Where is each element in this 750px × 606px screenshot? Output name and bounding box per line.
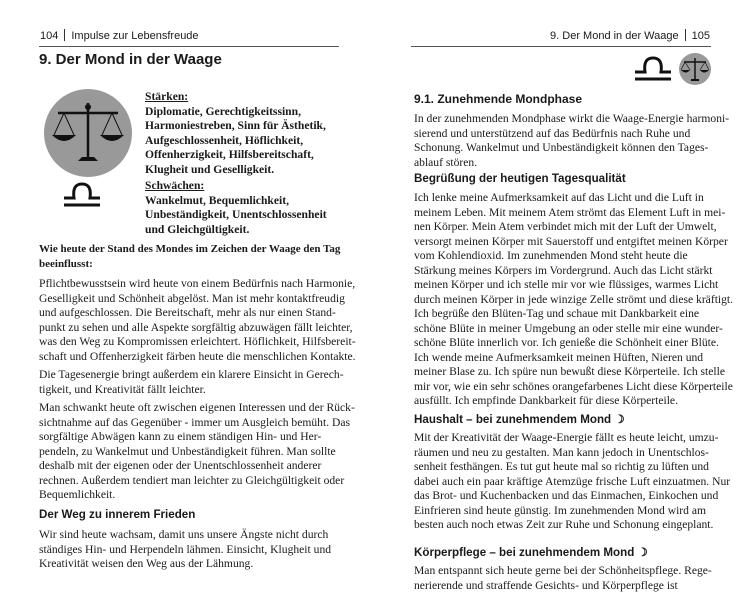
header-rule	[411, 46, 711, 47]
text-line: punkt zu sehen und alle Aspekte sorgfältig abzuwägen fällt leichter,	[39, 320, 353, 334]
text-line: schöne Blüte in meiner Umgebung an oder stelle mir eine wunder-	[414, 321, 723, 335]
text-line: mir vor, wie ein sehr schönes orangefarbenes Licht diese Körperteile	[414, 379, 733, 393]
weaknesses-heading: Schwächen:	[145, 179, 205, 192]
text-line: ablauf stören.	[414, 155, 478, 169]
strengths-line: Harmoniestreben, Sinn für Ästhetik,	[145, 119, 326, 132]
paragraph-3	[39, 401, 355, 503]
libra-symbol-icon	[62, 178, 102, 215]
text-line: sichtnahme auf das Gegenüber - immer um Ausgleich bemüht. Das	[39, 415, 351, 429]
text-line: durch meinen Körper in jede winzige Zelle strömt und diese kräftigt.	[414, 292, 734, 306]
right-running-head	[550, 29, 710, 42]
text-line: räumen und neu zu gestalten. Man kann jedoch in Unentschlos-	[414, 445, 709, 459]
text-line: versorgt meinen Körper mit Sauerstoff und entgiftet meinen Körper	[414, 234, 728, 248]
text-line: und aufgeschlossen. Die Bereitschaft, mehr als nur einen Stand-	[39, 306, 336, 319]
text-line: schöne Blüte innerlich vor. Ich genieße die Schönheit einer Blüte.	[414, 336, 719, 349]
paragraph-1	[414, 112, 730, 170]
strengths-block	[145, 90, 355, 237]
section-title: 9.1. Zunehmende Mondphase	[414, 92, 583, 106]
text-line: besten auch noch etwas Zeit zur Ruhe und Schonung eingeplant.	[414, 518, 714, 531]
subheading-household: Haushalt – bei zunehmendem Mond ☽	[414, 413, 625, 426]
text-line: nerierende und straffende Gesichts- und Körperpflege ist	[414, 578, 678, 592]
text-line: Ich begrüße den Blüten-Tag und schaue mit Dankbarkeit eine	[414, 307, 700, 320]
libra-symbol-icon	[635, 58, 671, 79]
weaknesses-line: Wankelmut, Bequemlichkeit,	[145, 193, 289, 207]
paragraph-2	[414, 191, 734, 409]
text-line: ausfüllt. Ich empfinde Dankbarkeit für diese Körperteile.	[414, 394, 678, 407]
question-heading	[39, 242, 339, 271]
page-number: 105	[691, 30, 710, 42]
paragraph-1	[39, 277, 356, 364]
text-line: sierend und unterstützend auf das Bedürfnis nach Ruhe und	[414, 126, 691, 140]
text-line: nen Körper. Mein Atem verbindet mich mit der Luft der Umwelt,	[414, 220, 717, 233]
text-line: meinen Körper und ich stelle mir vor wie flüssiges, warmes Licht	[414, 278, 719, 291]
text-line: Ich wende meine Aufmerksamkeit meinen Hüften, Nieren und	[414, 350, 704, 364]
weaknesses-line: Unbeständigkeit, Unentschlossenheit	[145, 208, 327, 221]
text-line: pendeln, zu Wankelmut und Unbeständigkeit führen. Man sollte	[39, 444, 336, 458]
text-line: In der zunehmenden Mondphase wirkt die Waage-Energie harmoni-	[414, 112, 730, 125]
subheading-inner-peace: Der Weg zu innerem Frieden	[39, 508, 196, 521]
text-line: meinem Leben. Mit meinem Atem strömt das Element Luft in mei-	[414, 205, 726, 219]
text-line: ständiges Hin- und Herpendeln lähmen. Einsicht, Klugheit und	[39, 542, 332, 556]
text-line: deshalb mit der eigenen oder der Unentschlossenheit anderer	[39, 459, 322, 472]
libra-scales-icon	[679, 53, 711, 85]
text-line: Geselligkeit und Schönheit abgelöst. Man ist mehr kontaktfreudig	[39, 291, 345, 305]
text-line: tigkeit, und Kreativität fällt leichter.	[39, 382, 206, 396]
chapter-title: 9. Der Mond in der Waage	[39, 51, 222, 68]
text-line: Die Tagesenergie bringt außerdem ein klarere Einsicht in Gerech-	[39, 368, 344, 381]
text-line: Kreativität weisen den Weg aus der Lähmung.	[39, 557, 254, 570]
header-rule	[39, 46, 339, 47]
text-line: Schonung. Wankelmut und Unbeständigkeit können den Tages-	[414, 141, 709, 154]
strengths-line: Diplomatie, Gerechtigkeitssinn,	[145, 104, 301, 118]
right-page	[375, 0, 750, 606]
page-number: 104	[40, 30, 59, 42]
strengths-line: Offenherzigkeit, Hilfsbereitschaft,	[145, 148, 314, 161]
text-line: Ich lenke meine Aufmerksamkeit auf das Licht und die Luft in	[414, 191, 704, 204]
text-line: Man entspannt sich heute gerne bei der Schönheitspflege. Rege-	[414, 564, 712, 577]
text-line: was den Weg zu Kompromissen erleichtert. Höflichkeit, Hilfsbereit-	[39, 335, 356, 348]
text-line: senheit festhängen. Es tut gut heute mal so richtig zu lüften und	[414, 460, 709, 473]
text-line: vom Kohlendioxid. Im zunehmenden Mond steht heute die	[414, 249, 688, 262]
running-title: 9. Der Mond in der Waage	[550, 30, 679, 42]
paragraph-4	[414, 564, 714, 593]
text-line: das Brot- und Kuchenbacken und das Einmachen, Einkochen und	[414, 489, 719, 502]
text-line: Wir sind heute wachsam, damit uns unsere Ängste nicht durch	[39, 528, 329, 541]
strengths-line: Klugheit und Geselligkeit.	[145, 162, 275, 176]
header-icons	[633, 52, 713, 91]
text-line: Pflichtbewusstsein wird heute von einem Bedürfnis nach Harmonie,	[39, 277, 356, 290]
left-running-head	[40, 29, 199, 42]
text-line: Man schwankt heute oft zwischen eigenen Interessen und der Rück-	[39, 401, 355, 414]
text-line: Stärkung meines Körpers im Vordergrund. Auch das Licht stärkt	[414, 263, 713, 277]
paragraph-2	[39, 368, 344, 397]
paragraph-4	[39, 528, 339, 572]
text-line: Einfrieren sind heute günstig. Im zunehmenden Mond wird am	[414, 503, 707, 517]
strengths-heading: Stärken:	[145, 90, 189, 103]
running-title: Impulse zur Lebensfreude	[71, 30, 199, 42]
text-line: dabei auch ein paar kräftige Atemzüge frische Luft einzuatmen. Nur	[414, 474, 731, 488]
text-line: Mit der Kreativität der Waage-Energie fällt es heute leicht, umzu-	[414, 431, 719, 444]
question-line: Wie heute der Stand des Mondes im Zeichen der Waage den Tag	[39, 243, 341, 255]
text-line: rechnen. Außerdem tendiert man leichter zu Gleichgültigkeit oder	[39, 473, 345, 487]
weaknesses-line: und Gleichgültigkeit.	[145, 222, 250, 236]
libra-scales-icon	[44, 89, 132, 177]
subheading-greeting: Begrüßung der heutigen Tagesqualität	[414, 172, 626, 185]
question-line: beeinflusst:	[39, 257, 93, 270]
paragraph-3	[414, 431, 731, 533]
subheading-body-care: Körperpflege – bei zunehmendem Mond ☽	[414, 546, 648, 559]
text-line: meiner Blase zu. Ich spüre nun bewußt diese Körperteile. Ich stelle	[414, 365, 725, 378]
text-line: sorgfältige Abwägen kann zu einem ständigen Hin- und Her-	[39, 430, 322, 443]
text-line: schaft und Offenherzigkeit färben heute die menschlichen Kontakte.	[39, 349, 356, 363]
strengths-line: Aufgeschlossenheit, Höflichkeit,	[145, 133, 304, 147]
text-line: Bequemlichkeit.	[39, 488, 116, 501]
